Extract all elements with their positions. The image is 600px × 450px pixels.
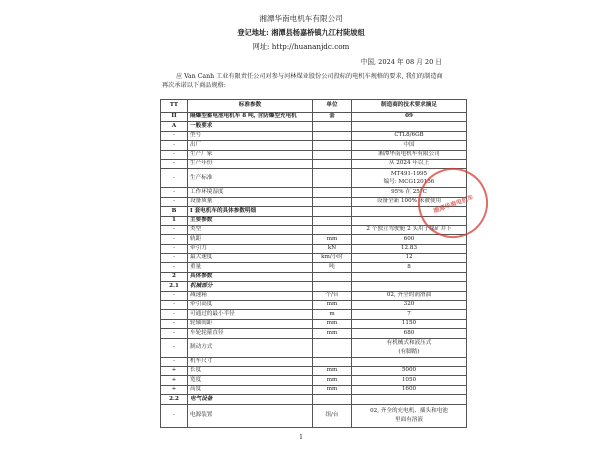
table-row (161, 141, 467, 150)
page-number: 1 (299, 434, 303, 441)
table-cell-c4: 湘潭华南电机车有限公司 (352, 150, 467, 159)
table-cell-c4: 8 (352, 263, 467, 272)
table-cell-c3 (313, 282, 352, 291)
table-cell-c3 (313, 395, 352, 404)
table-row (161, 366, 467, 375)
table-cell-c2: 减速箱 (188, 291, 313, 300)
table-row (161, 235, 467, 244)
table-cell-c4: 02, 齐全的充电机、插头和电池 里面有溶液 (352, 404, 467, 427)
table-cell-c4: 680 (352, 329, 467, 338)
table-cell-c1: - (161, 169, 188, 188)
table-cell-c1: - (161, 150, 188, 159)
table-cell-c1: + (161, 385, 188, 394)
table-cell-c2: 车轮轮箍直径 (188, 329, 313, 338)
table-cell-c1: II (161, 113, 188, 122)
table-cell-c3 (313, 131, 352, 140)
table-cell-c1: A (161, 122, 188, 131)
table-cell-c3 (313, 159, 352, 168)
intro-paragraph: 应 Van Canh 工业有限责任公司对参与河林煤业股份公司投标的电机车规格的要求, 我们的制造商再次承诺以下商品规格: (162, 73, 443, 89)
table-cell-c4: 7 (352, 310, 467, 319)
table-cell-c2: 机车尺寸 (188, 357, 313, 366)
table-row (161, 244, 467, 253)
table-row (161, 272, 467, 281)
table-row (161, 131, 467, 140)
table-cell-c1: + (161, 376, 188, 385)
table-cell-c3 (313, 338, 352, 357)
table-cell-c4 (352, 272, 467, 281)
table-cell-c4: 12.83 (352, 244, 467, 253)
table-cell-c3: mm (313, 319, 352, 328)
table-cell-c3 (313, 216, 352, 225)
table-cell-c4: 02, 齐全的润滑油 (352, 291, 467, 300)
table-cell-c1: - (161, 319, 188, 328)
table-cell-c2: 生产年份 (188, 159, 313, 168)
table-cell-c3: mm (313, 366, 352, 375)
table-cell-c3: mm (313, 329, 352, 338)
table-cell-c4: 从 2024 年以上 (352, 159, 467, 168)
table-row (161, 150, 467, 159)
table-cell-c1: B (161, 207, 188, 216)
table-cell-c4: 设备全新 100% 未被使用 (352, 197, 467, 206)
table-row (161, 301, 467, 310)
table-cell-c2: 生产厂家 (188, 150, 313, 159)
table-cell-c3: m (313, 310, 352, 319)
table-cell-c4: 12 (352, 254, 467, 263)
table-cell-c2: I 套电机车的具体参数明细 (188, 207, 313, 216)
header-param: 标准参数 (188, 100, 313, 113)
table-row (161, 338, 467, 357)
table-cell-c1: + (161, 366, 188, 375)
table-cell-c1: - (161, 159, 188, 168)
table-cell-c3: 吨 (313, 263, 352, 272)
table-cell-c3: 个/台 (313, 291, 352, 300)
table-cell-c1: - (161, 329, 188, 338)
table-cell-c2: 隔爆型蓄电池电机车 8 吨, 含防爆型充电机 (188, 113, 313, 122)
table-cell-c4: 有机械式和液压式 (有脚踏) (352, 338, 467, 357)
document-date: 中国, 2024 年 08 月 20 日 (360, 58, 442, 66)
table-cell-c3 (313, 188, 352, 197)
table-cell-c1: - (161, 141, 188, 150)
table-cell-c2: 最大速度 (188, 254, 313, 263)
table-cell-c1: - (161, 404, 188, 427)
table-cell-c1: - (161, 244, 188, 253)
company-address: 登记地址: 湘潭县杨嘉桥镇九江村陡坡组 (237, 28, 365, 37)
table-cell-c4: MT491-1995 编号: MCG120156 (352, 169, 467, 188)
table-cell-c3 (313, 150, 352, 159)
table-cell-c2: 宽度 (188, 376, 313, 385)
table-cell-c3 (313, 197, 352, 206)
company-website: 网址: http://huananjdc.com (252, 42, 350, 51)
table-cell-c1: - (161, 291, 188, 300)
table-cell-c3 (313, 357, 352, 366)
table-cell-c3: mm (313, 376, 352, 385)
table-cell-c4: 1600 (352, 385, 467, 394)
table-cell-c3: mm (313, 385, 352, 394)
table-cell-c3 (313, 169, 352, 188)
table-row (161, 404, 467, 427)
table-row (161, 225, 467, 234)
document-page (150, 0, 475, 450)
table-cell-c4 (352, 282, 467, 291)
table-cell-c2: 类型 (188, 225, 313, 234)
table-cell-c2: 出厂 (188, 141, 313, 150)
table-cell-c2: 轨距 (188, 235, 313, 244)
table-cell-c1: - (161, 357, 188, 366)
table-cell-c3: mm (313, 235, 352, 244)
table-row (161, 357, 467, 366)
table-cell-c1: 2.1 (161, 282, 188, 291)
table-cell-c3: km/小时 (313, 254, 352, 263)
table-row (161, 263, 467, 272)
table-header-row (161, 100, 467, 113)
table-cell-c3 (313, 272, 352, 281)
table-cell-c1: - (161, 338, 188, 357)
table-cell-c4: 320 (352, 301, 467, 310)
table-row (161, 319, 467, 328)
table-cell-c4: 09 (352, 113, 467, 122)
table-cell-c4: CTL8/6GB (352, 131, 467, 140)
table-cell-c1: 1 (161, 216, 188, 225)
table-row (161, 310, 467, 319)
table-cell-c2: 一般要求 (188, 122, 313, 131)
table-cell-c4 (352, 122, 467, 131)
table-cell-c1: - (161, 235, 188, 244)
table-cell-c2: 高度 (188, 385, 313, 394)
table-cell-c1: - (161, 131, 188, 140)
table-cell-c2: 具体参数 (188, 272, 313, 281)
table-cell-c1: 2 (161, 272, 188, 281)
table-cell-c4: 2 个独立驾驶舱 2 头用于煤矿井下 (352, 225, 467, 234)
table-cell-c1: - (161, 225, 188, 234)
table-cell-c3: kN (313, 244, 352, 253)
header-unit: 单位 (313, 100, 352, 113)
table-cell-c3 (313, 207, 352, 216)
table-row (161, 385, 467, 394)
table-cell-c2: 重量 (188, 263, 313, 272)
table-row (161, 282, 467, 291)
company-name: 湘潭华南电机车有限公司 (259, 14, 343, 23)
table-cell-c2: 制动方式 (188, 338, 313, 357)
table-cell-c4: 1050 (352, 376, 467, 385)
table-cell-c3: 组/台 (313, 404, 352, 427)
table-row (161, 329, 467, 338)
table-cell-c4: 600 (352, 235, 467, 244)
table-cell-c2: 生产标准 (188, 169, 313, 188)
header-tt: TT (161, 100, 188, 113)
table-row (161, 122, 467, 131)
table-row (161, 169, 467, 188)
table-row (161, 395, 467, 404)
table-cell-c1: - (161, 254, 188, 263)
table-cell-c2: 电气设备 (188, 395, 313, 404)
table-cell-c2: 机械部分 (188, 282, 313, 291)
table-cell-c4 (352, 357, 467, 366)
table-cell-c2: 工作环境湿度 (188, 188, 313, 197)
table-cell-c1: - (161, 310, 188, 319)
table-cell-c2: 轮轴间距 (188, 319, 313, 328)
table-cell-c3: 套 (313, 113, 352, 122)
table-cell-c1: - (161, 188, 188, 197)
table-cell-c3: mm (313, 301, 352, 310)
table-cell-c1: - (161, 197, 188, 206)
table-cell-c4: 中国 (352, 141, 467, 150)
table-cell-c1: - (161, 263, 188, 272)
table-cell-c2: 长度 (188, 366, 313, 375)
table-cell-c1: - (161, 301, 188, 310)
table-cell-c2: 可通过的最小半径 (188, 310, 313, 319)
table-cell-c2: 型号 (188, 131, 313, 140)
table-row (161, 291, 467, 300)
spec-table (160, 99, 467, 428)
table-row (161, 159, 467, 168)
table-row (161, 376, 467, 385)
header-requirement: 制造商的技术要求摘足 (352, 100, 467, 113)
table-cell-c3 (313, 225, 352, 234)
table-cell-c4: 95% 在 25°C (352, 188, 467, 197)
table-cell-c4 (352, 395, 467, 404)
stamp-text: 湘潭华南电机车 (432, 193, 475, 215)
table-cell-c2: 设备质量 (188, 197, 313, 206)
table-row (161, 113, 467, 122)
table-cell-c2: 主要参数 (188, 216, 313, 225)
table-cell-c3 (313, 122, 352, 131)
table-cell-c4: 5000 (352, 366, 467, 375)
table-cell-c2: 电源装置 (188, 404, 313, 427)
spec-table-body (161, 113, 467, 428)
table-cell-c2: 牵引力 (188, 244, 313, 253)
table-cell-c1: 2.2 (161, 395, 188, 404)
table-cell-c4: 1150 (352, 319, 467, 328)
table-cell-c2: 牵引高度 (188, 301, 313, 310)
table-cell-c3 (313, 141, 352, 150)
table-row (161, 254, 467, 263)
